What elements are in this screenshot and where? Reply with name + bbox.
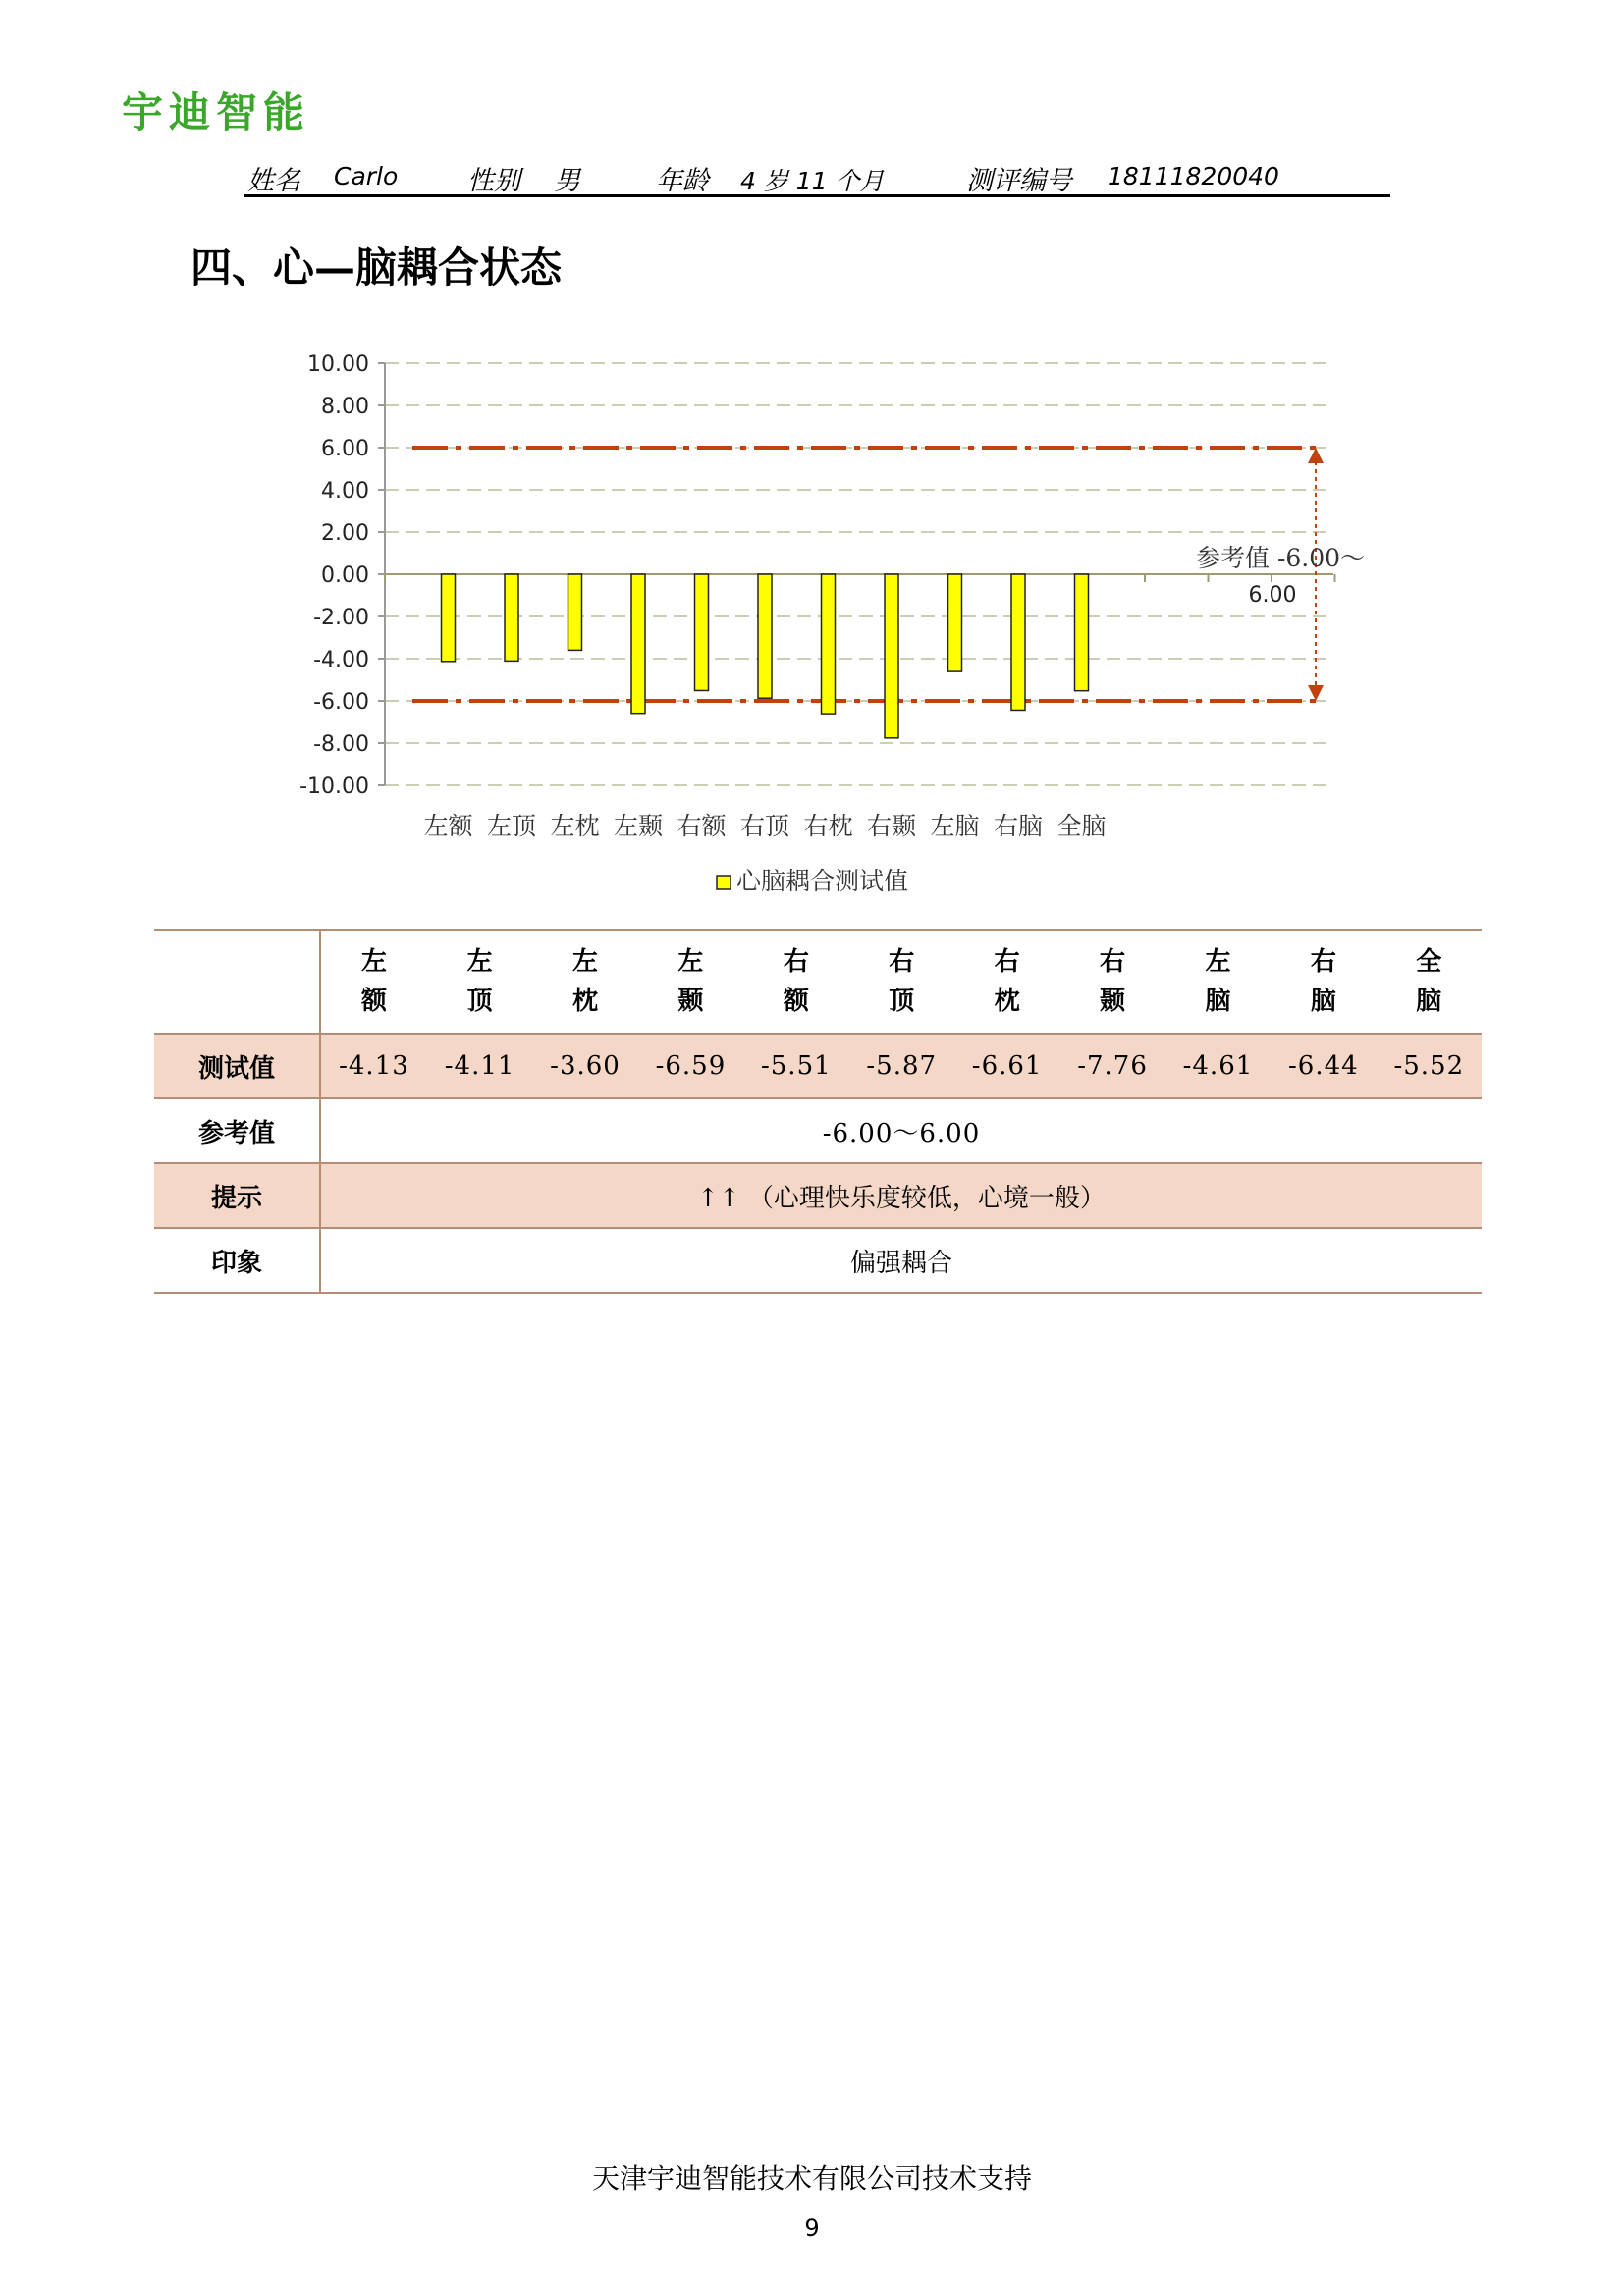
table-header-cell: 左 脑 <box>1165 930 1271 1034</box>
x-tick-label: 左颞 <box>613 812 664 840</box>
test-value-cell: -4.13 <box>320 1034 427 1098</box>
bar-全脑 <box>1075 574 1089 691</box>
hint-label: 提示 <box>154 1163 320 1228</box>
x-tick-label: 右枕 <box>803 812 853 840</box>
legend-swatch <box>717 876 731 889</box>
test-value-cell: -5.87 <box>849 1034 954 1098</box>
chart-legend <box>717 867 908 895</box>
test-value-cell: -6.59 <box>638 1034 743 1098</box>
hint-row <box>154 1163 1482 1228</box>
y-tick-label: 10.00 <box>307 352 369 377</box>
section-title: 四、心—脑耦合状态 <box>190 243 563 292</box>
x-tick-label: 左额 <box>423 812 473 840</box>
reference-value: -6.00～6.00 <box>320 1098 1482 1163</box>
y-tick-label: -4.00 <box>313 648 369 672</box>
bar-左枕 <box>568 574 582 650</box>
test-value-cell: -6.44 <box>1271 1034 1376 1098</box>
bar-右额 <box>695 574 709 690</box>
y-tick-label: 6.00 <box>321 437 369 461</box>
x-tick-label: 左脑 <box>930 812 980 840</box>
y-tick-label: 0.00 <box>321 563 369 588</box>
y-tick-label: 8.00 <box>321 395 369 419</box>
test-label: 测试值 <box>154 1034 320 1098</box>
bar-左颞 <box>631 574 645 714</box>
id-label: 测评编号 <box>966 166 1072 196</box>
y-tick-label: 4.00 <box>321 479 369 504</box>
x-tick-label: 左顶 <box>486 812 537 840</box>
test-value-row <box>154 1034 1482 1098</box>
test-value-cell: -6.61 <box>954 1034 1059 1098</box>
coupling-table <box>154 929 1482 1294</box>
bar-右颞 <box>885 574 898 738</box>
age-value: 4 岁 11 个月 <box>740 167 885 195</box>
hint-value: ↑↑ （心理快乐度较低，心境一般） <box>320 1163 1482 1228</box>
test-value-cell: -5.52 <box>1377 1034 1482 1098</box>
table-header-cell: 左 额 <box>320 930 427 1034</box>
id-value: 18111820040 <box>1108 162 1279 190</box>
reference-arrow-down <box>1308 685 1324 701</box>
footer-company: 天津宇迪智能技术有限公司技术支持 <box>591 2163 1032 2195</box>
y-tick-label: -6.00 <box>313 690 369 715</box>
reference-arrow-up <box>1308 448 1324 463</box>
table-header-cell: 右 颞 <box>1059 930 1164 1034</box>
company-logo: 宇迪智能 <box>122 88 311 136</box>
x-tick-label: 右脑 <box>993 812 1044 840</box>
test-value-cell: -5.51 <box>743 1034 848 1098</box>
patient-info-bar <box>244 159 1390 197</box>
test-value-cell: -4.11 <box>427 1034 532 1098</box>
x-tick-label: 左枕 <box>550 812 600 840</box>
x-tick-label: 右颞 <box>866 812 917 840</box>
chart-bars <box>442 574 1089 738</box>
table-header-row <box>154 930 1482 1034</box>
gender-value: 男 <box>554 166 580 196</box>
table-header-cell: 右 顶 <box>849 930 954 1034</box>
table-header-cell: 右 额 <box>743 930 848 1034</box>
bar-右顶 <box>758 574 772 698</box>
y-tick-label: 2.00 <box>321 521 369 546</box>
table-header-cell: 右 枕 <box>954 930 1059 1034</box>
reference-label: 6.00 <box>1248 583 1297 608</box>
impression-row <box>154 1228 1482 1293</box>
test-value-cell: -7.76 <box>1059 1034 1164 1098</box>
table-header-cell: 左 枕 <box>532 930 637 1034</box>
impression-label: 印象 <box>154 1228 320 1293</box>
bar-左额 <box>442 574 456 662</box>
table-header-cell: 左 顶 <box>427 930 532 1034</box>
age-label: 年龄 <box>656 166 709 196</box>
reference-label: 参考值 <box>154 1098 320 1163</box>
page-number: 9 <box>804 2215 820 2242</box>
gender-label: 性别 <box>467 166 520 196</box>
x-tick-label: 右额 <box>677 812 727 840</box>
legend-label: 心脑耦合测试值 <box>736 867 909 895</box>
y-tick-label: -2.00 <box>313 606 369 630</box>
table-corner <box>154 930 320 1034</box>
test-value-cell: -4.61 <box>1165 1034 1271 1098</box>
table-header-cell: 全 脑 <box>1377 930 1482 1034</box>
table-header-cell: 左 颞 <box>638 930 743 1034</box>
x-tick-label: 全脑 <box>1056 812 1107 840</box>
reference-label: 参考值 -6.00～ <box>1196 544 1366 572</box>
reference-row <box>154 1098 1482 1163</box>
name-label: 姓名 <box>247 166 300 196</box>
test-value-cell: -3.60 <box>532 1034 637 1098</box>
y-tick-label: -10.00 <box>299 774 369 799</box>
coupling-bar-chart <box>255 334 1375 903</box>
bar-左顶 <box>505 574 518 661</box>
impression-value: 偏强耦合 <box>320 1228 1482 1293</box>
bar-右枕 <box>822 574 836 714</box>
x-tick-label: 右顶 <box>739 812 790 840</box>
y-tick-label: -8.00 <box>313 732 369 757</box>
bar-左脑 <box>948 574 962 671</box>
chart-axes <box>378 363 1335 785</box>
bar-右脑 <box>1011 574 1025 710</box>
name-value: Carlo <box>334 162 399 190</box>
table-header-cell: 右 脑 <box>1271 930 1376 1034</box>
